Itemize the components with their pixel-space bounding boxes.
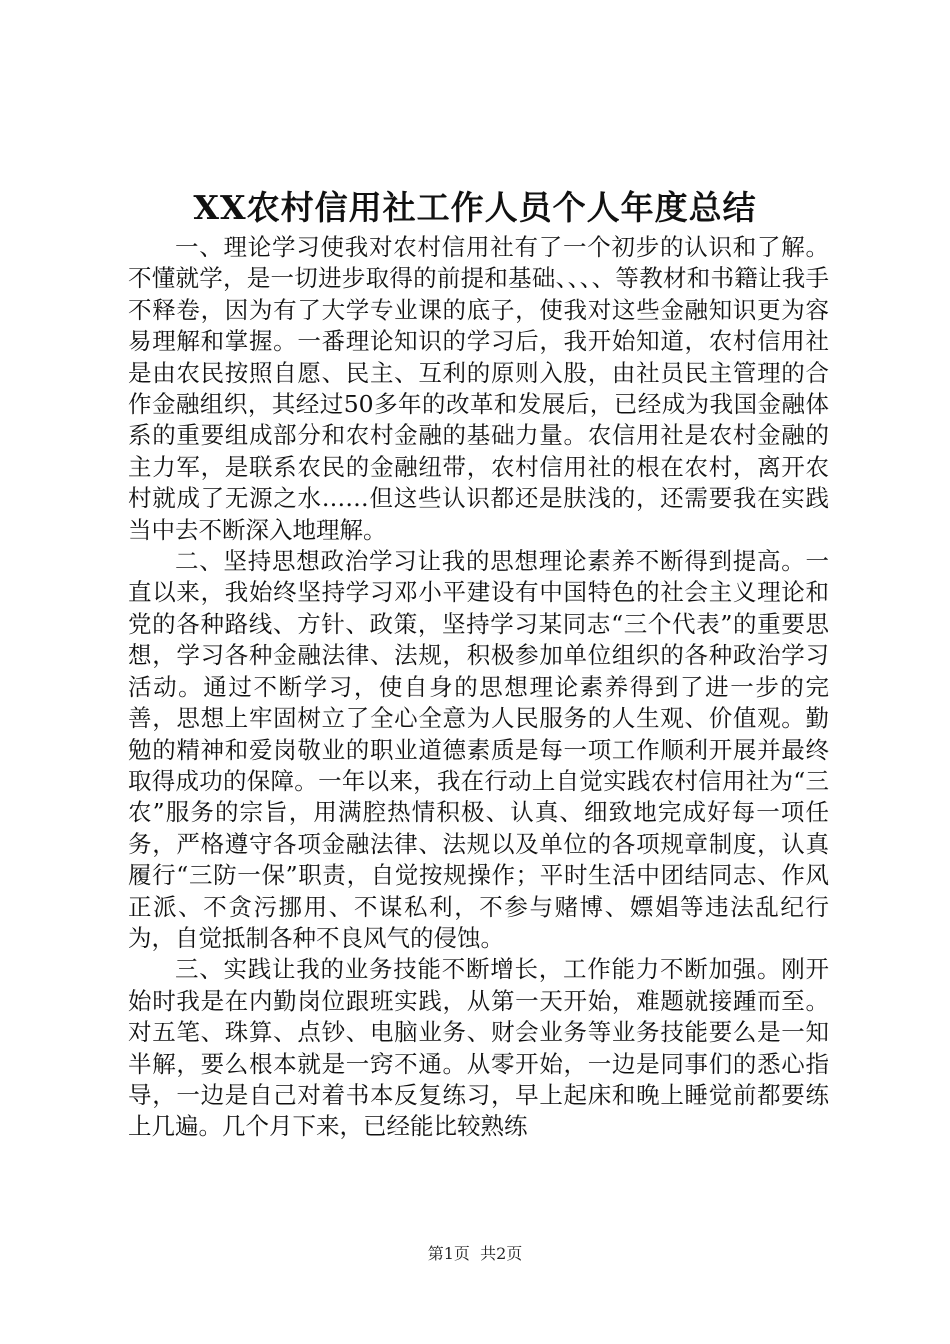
- paragraph-practice-skills: 三、实践让我的业务技能不断增长，工作能力不断加强。刚开始时我是在内勤岗位跟班实践，从第一天开始，难题就接踵而至。对五笔、珠算、点钞、电脑业务、财会业务等业务技能要么是一知半解，要么根本就是一窍不通。从零开始，一边是同事们的悉心指导，一边是自己对着书本反复练习，早上起床和晚上睡觉前都要练上几遍。几个月下来，已经能比较熟练: [128, 955, 829, 1141]
- page-footer: [0, 1243, 950, 1265]
- total-pages-label: 共2页: [480, 1244, 523, 1263]
- current-page-label: 第1页: [427, 1244, 470, 1263]
- paragraph-theory-study: 一、理论学习使我对农村信用社有了一个初步的认识和了解。不懂就学，是一切进步取得的前提和基础、、、、等教材和书籍让我手不释卷，因为有了大学专业课的底子，使我对这些金融知识更为容易理解和掌握。一番理论知识的学习后，我开始知道，农村信用社是由农民按照自愿、民主、互利的原则入股，由社员民主管理的合作金融组织，其经过50多年的改革和发展后，已经成为我国金融体系的重要组成部分和农村金融的基础力量。农信用社是农村金融的主力军，是联系农民的金融纽带，农村信用社的根在农村，离开农村就成了无源之水……但这些认识都还是肤浅的，还需要我在实践当中去不断深入地理解。: [128, 233, 829, 544]
- paragraph-political-study: 二、坚持思想政治学习让我的思想理论素养不断得到提高。一直以来，我始终坚持学习邓小平建设有中国特色的社会主义理论和党的各种路线、方针、政策，坚持学习某同志“三个代表”的重要思想，学习各种金融法律、法规，积极参加单位组织的各种政治学习活动。通过不断学习，使自身的思想理论素养得到了进一步的完善，思想上牢固树立了全心全意为人民服务的人生观、价值观。勤勉的精神和爱岗敬业的职业道德素质是每一项工作顺利开展并最终取得成功的保障。一年以来，我在行动上自觉实践农村信用社为“三农”服务的宗旨，用满腔热情积极、认真、细致地完成好每一项任务，严格遵守各项金融法律、法规以及单位的各项规章制度，认真履行“三防一保”职责，自觉按规操作；平时生活中团结同志、作风正派、不贪污挪用、不谋私利，不参与赌博、嫖娼等违法乱纪行为，自觉抵制各种不良风气的侵蚀。: [128, 547, 829, 952]
- footer-separator: [470, 1244, 480, 1263]
- document-body: [128, 232, 829, 1143]
- document-title: XX农村信用社工作人员个人年度总结: [193, 188, 757, 227]
